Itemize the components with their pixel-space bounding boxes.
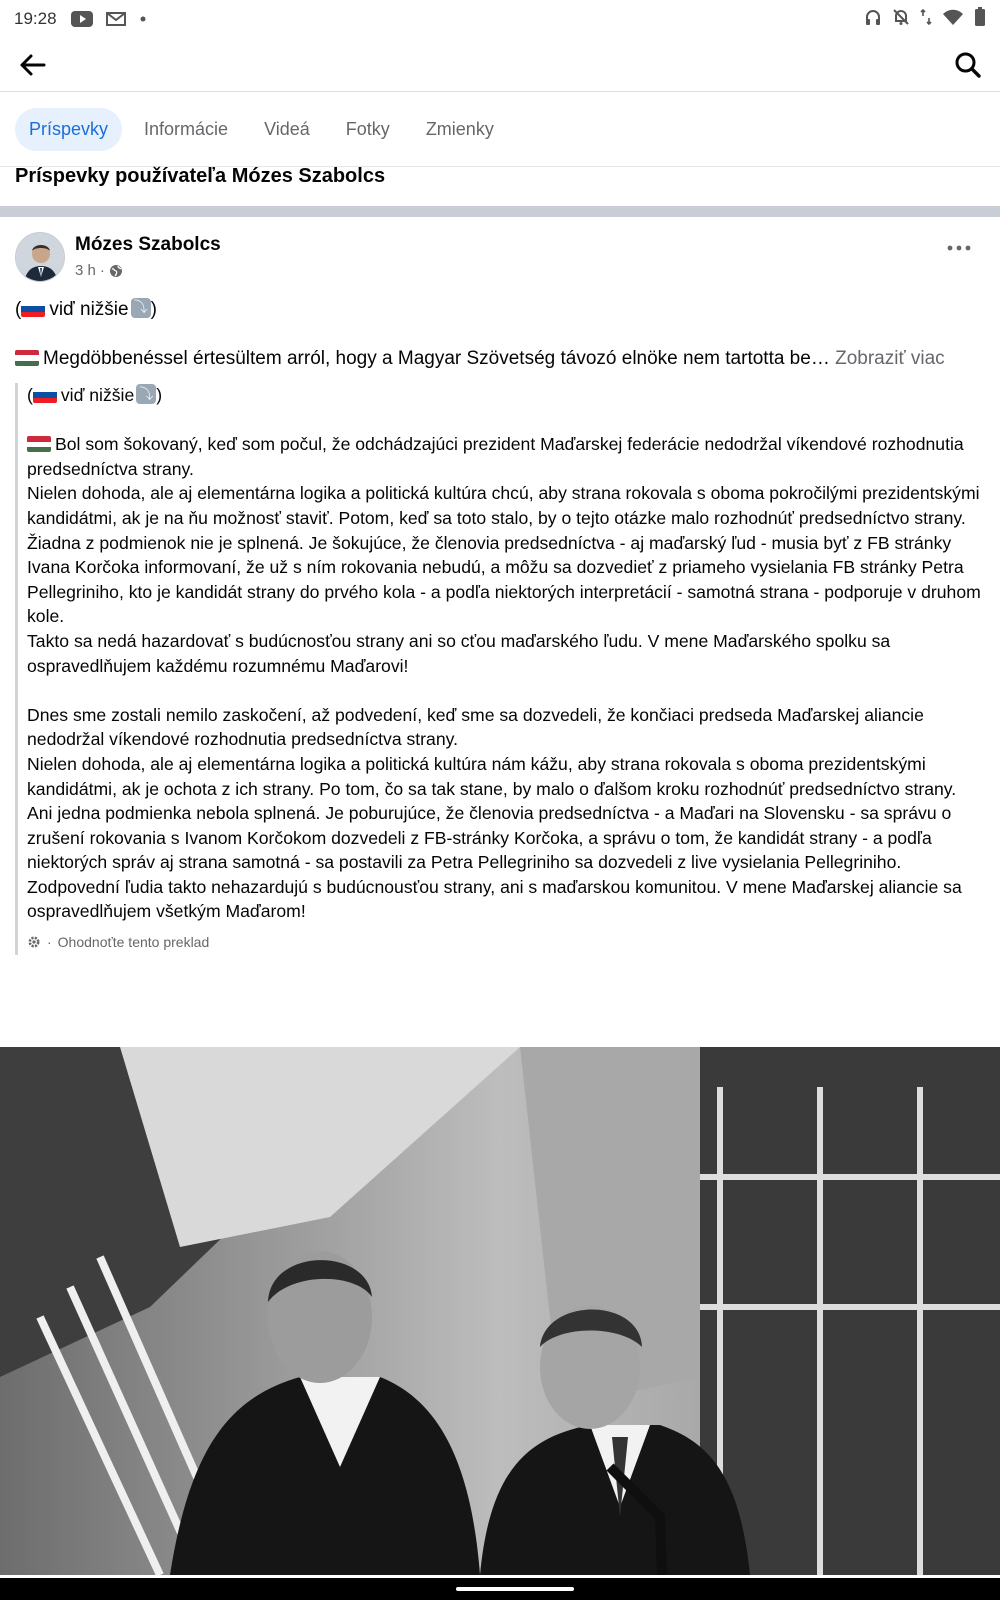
back-button[interactable] xyxy=(14,47,50,83)
gmail-icon xyxy=(105,11,127,27)
translation-p1: Bol som šokovaný, keď som počul, že odchádzajúci prezident Maďarskej federácie nedodržal víkendové rozhodnutia predsedníctva strany. xyxy=(27,434,964,479)
paren-open: ( xyxy=(15,299,22,320)
post-more-button[interactable] xyxy=(941,236,977,260)
arrow-down-emoji-icon xyxy=(136,384,156,404)
profile-tabs xyxy=(0,93,1000,167)
section-divider xyxy=(0,206,1000,217)
avatar[interactable] xyxy=(15,232,65,282)
arrow-down-emoji-icon xyxy=(131,298,151,318)
hungary-flag-icon xyxy=(27,436,51,452)
top-app-bar xyxy=(0,38,1000,92)
headphones-icon xyxy=(864,8,882,31)
tab-mentions[interactable]: Zmienky xyxy=(425,119,494,139)
post-original-line2 xyxy=(15,348,995,370)
translation-p3: Žiadna z podmienok nie je splnená. Je šokujúce, že členovia predsedníctva - aj maďarský ľud - musia byť z FB stránky Ivana Korčoka informovaní, že už s ním rokovania nebudú, a môžu sa dozvedieť z priameho vysielania FB stránky Petra Pellegriniho, kto je kandidát strany do prvého kola - a podľa niektorých interpretácií - samotná strana - podporuje v druhom kole. xyxy=(27,532,981,627)
paren-close: ) xyxy=(156,385,163,405)
system-nav-bar xyxy=(0,1578,1000,1600)
bell-off-icon xyxy=(892,8,910,31)
hungary-flag-icon xyxy=(15,350,39,366)
rate-separator: · xyxy=(47,934,52,951)
wifi-icon xyxy=(942,8,964,31)
post-author[interactable]: Mózes Szabolcs xyxy=(75,234,221,255)
arrow-left-icon xyxy=(18,53,46,77)
tab-about[interactable]: Informácie xyxy=(144,119,229,139)
section-title: Príspevky používateľa Mózes Szabolcs xyxy=(15,165,386,187)
rate-text: Ohodnoťte tento preklad xyxy=(57,934,210,951)
youtube-icon xyxy=(71,11,93,27)
battery-icon xyxy=(974,7,986,32)
meta-separator: · xyxy=(99,262,105,279)
paren-open: ( xyxy=(27,385,33,405)
rate-translation-link[interactable] xyxy=(27,930,985,955)
status-time: 19:28 xyxy=(14,9,57,28)
translation-p4: Takto sa nedá hazardovať s budúcnosťou strany ani so cťou maďarského ľudu. V mene Maďarského spolku sa ospravedlňujem každému rozumnému Maďarovi! xyxy=(27,630,891,676)
gear-icon xyxy=(27,935,41,949)
post-time[interactable]: 3 h xyxy=(75,262,96,279)
translation-p7: Ani jedna podmienka nebola splnená. Je poburujúce, že členovia predsedníctva - a Maďari na Slovensku - sa správu o zrušení rokovania s Ivanom Korčokom dozvedeli z FB-stránky Korčoka, a správu o tom, že kandidát strany - a podľa niektorých správ aj strana samotná - sa postavili za Petra Pellegriniho sa dozvedeli z live vysielania Pellegriniho. xyxy=(27,803,952,873)
tab-posts[interactable]: Príspevky xyxy=(15,108,122,151)
data-arrows-icon xyxy=(920,8,932,31)
home-gesture-handle[interactable] xyxy=(456,1587,574,1591)
more-horizontal-icon xyxy=(947,245,971,251)
globe-icon xyxy=(109,264,123,278)
tab-photos[interactable]: Fotky xyxy=(345,119,390,139)
see-more-link[interactable]: Zobraziť viac xyxy=(835,348,945,369)
translation-p8: Zodpovední ľudia takto nehazardujú s budúcnousťou strany, ani s maďarskou komunitou. V mene Maďarskej aliancie sa ospravedlňujem všetkým Maďarom! xyxy=(27,876,962,922)
paren-close: ) xyxy=(150,299,157,320)
post-photo[interactable] xyxy=(0,1047,1000,1575)
translation-p6: Nielen dohoda, ale aj elementárna logika a politická kultúra nám kážu, aby strana rokovala s oboma prezidentskými kandidátmi, ak je ochota z ich strany. Po tom, čo sa tak stane, by malo o ďalšom kroku rozhodnúť predsedníctvo strany. xyxy=(27,753,957,799)
slovakia-flag-icon xyxy=(21,301,45,317)
see-below-text: viď nižšie xyxy=(49,299,129,320)
see-below-text: viď nižšie xyxy=(60,385,135,405)
slovakia-flag-icon xyxy=(33,387,57,403)
translation-block xyxy=(15,383,985,955)
translation-p2: Nielen dohoda, ale aj elementárna logika a politická kultúra chcú, aby strana rokovala s oboma pokročilými prezidentskými kandidátmi, ak je na ňu možnosť staviť. Potom, keď sa toto stalo, by o tejto otázke malo rozhodnúť predsedníctvo strany. xyxy=(27,483,980,528)
post-meta xyxy=(75,262,123,279)
post-header xyxy=(15,232,985,288)
search-icon xyxy=(954,51,982,79)
search-button[interactable] xyxy=(950,47,986,83)
translation-p5: Dnes sme zostali nemilo zaskočení, až podvedení, keď sme sa dozvedeli, že končiaci predseda Maďarskej aliancie nedodržal víkendové rozhodnutia predsedníctva strany. xyxy=(27,704,924,750)
translation-paragraph xyxy=(27,432,985,481)
dot-icon xyxy=(139,15,147,23)
original-text: Megdöbbenéssel értesültem arról, hogy a Magyar Szövetség távozó elnöke nem tartotta be… xyxy=(43,348,830,369)
status-bar xyxy=(0,0,1000,38)
translation-first-line xyxy=(27,383,985,408)
post-original-line1 xyxy=(15,298,157,321)
tab-videos[interactable]: Videá xyxy=(264,119,310,139)
